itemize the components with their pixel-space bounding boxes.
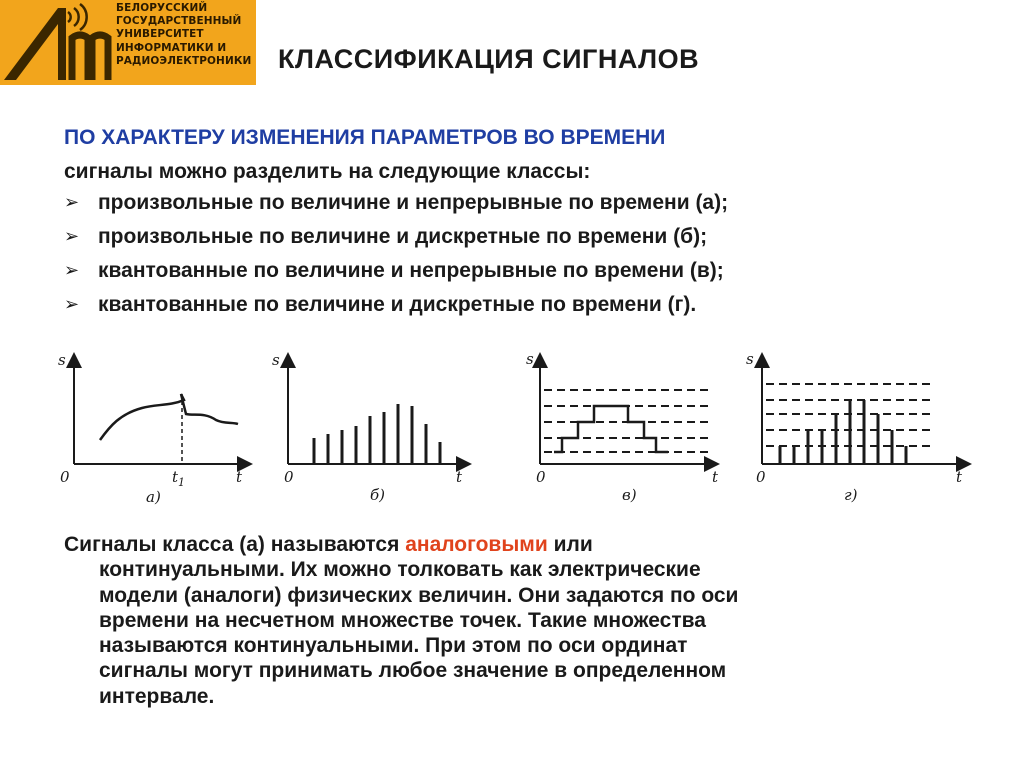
axis-x-label: t bbox=[456, 468, 463, 486]
paragraph-line: времени на несчетном множестве точек. Такие множества bbox=[99, 608, 706, 632]
figure-v bbox=[526, 350, 719, 504]
logo-line: ГОСУДАРСТВЕННЫЙ bbox=[116, 15, 242, 28]
intro-text: сигналы можно разделить на следующие классы: bbox=[64, 160, 591, 183]
axis-y-label: s bbox=[746, 350, 754, 368]
paragraph-line: континуальными. Их можно толковать как электрические bbox=[99, 558, 701, 582]
slide-title: КЛАССИФИКАЦИЯ СИГНАЛОВ bbox=[278, 44, 700, 74]
arrowhead-bullet-icon: ➢ bbox=[64, 260, 80, 280]
t1-label-sub: 1 bbox=[178, 476, 186, 489]
axis-y-label: s bbox=[58, 351, 66, 369]
arrowhead-bullet-icon: ➢ bbox=[64, 226, 80, 246]
axis-x-label: t bbox=[712, 468, 719, 486]
paragraph-line: интервале. bbox=[99, 684, 215, 708]
analog-term: аналоговыми bbox=[405, 533, 548, 556]
caption-a: а) bbox=[146, 488, 161, 506]
logo-line: БЕЛОРУССКИЙ bbox=[116, 2, 208, 14]
list-item bbox=[64, 225, 728, 259]
quantized-discrete-samples bbox=[780, 400, 906, 464]
list-item-text: квантованные по величине и дискретные по времени (г). bbox=[98, 293, 697, 316]
discrete-samples bbox=[314, 404, 440, 464]
axis-y-label: s bbox=[272, 351, 280, 369]
axis-y-label: s bbox=[526, 350, 534, 368]
logo-line: ИНФОРМАТИКИ И bbox=[116, 41, 227, 54]
signal-figures bbox=[44, 340, 984, 515]
paragraph-line: называются континуальными. При этом по оси ординат bbox=[99, 634, 688, 658]
logo-line: РАДИОЭЛЕКТРОНИКИ bbox=[116, 54, 252, 67]
origin-label: 0 bbox=[60, 468, 70, 486]
section-heading: ПО ХАРАКТЕРУ ИЗМЕНЕНИЯ ПАРАМЕТРОВ ВО ВРЕМЕНИ bbox=[64, 126, 666, 149]
t1-label-main: t bbox=[172, 468, 179, 486]
logo-line: УНИВЕРСИТЕТ bbox=[116, 28, 204, 41]
figure-g bbox=[746, 350, 968, 504]
analog-signal-curve bbox=[100, 394, 238, 440]
quantized-signal-steps bbox=[554, 406, 668, 452]
origin-label: 0 bbox=[536, 468, 546, 486]
paragraph-continuation bbox=[64, 557, 964, 709]
origin-label: 0 bbox=[756, 468, 766, 486]
figure-b bbox=[272, 351, 468, 504]
caption-b: б) bbox=[370, 486, 386, 504]
paragraph-line: модели (аналоги) физических величин. Они задаются по оси bbox=[99, 583, 739, 607]
figure-a bbox=[58, 351, 249, 506]
paragraph-first-line bbox=[64, 532, 964, 557]
axis-x-label: t bbox=[236, 468, 243, 486]
caption-v: в) bbox=[622, 486, 637, 504]
list-item bbox=[64, 259, 728, 293]
list-item-text: произвольные по величине и дискретные по времени (б); bbox=[98, 225, 708, 248]
list-item bbox=[64, 191, 728, 225]
paragraph-text: или bbox=[547, 533, 593, 556]
list-item-text: квантованные по величине и непрерывные по времени (в); bbox=[98, 259, 724, 282]
axis-x-label: t bbox=[956, 468, 963, 486]
origin-label: 0 bbox=[284, 468, 294, 486]
list-item-text: произвольные по величине и непрерывные по времени (а); bbox=[98, 191, 729, 214]
class-list bbox=[64, 191, 728, 327]
list-item bbox=[64, 293, 728, 327]
t1-label bbox=[172, 468, 185, 489]
arrowhead-bullet-icon: ➢ bbox=[64, 192, 80, 212]
quantization-levels bbox=[544, 390, 708, 452]
arrowhead-bullet-icon: ➢ bbox=[64, 294, 80, 314]
analog-signals-paragraph bbox=[64, 532, 964, 709]
caption-g: г) bbox=[844, 486, 858, 504]
paragraph-text: Сигналы класса (а) называются bbox=[64, 533, 406, 556]
paragraph-line: сигналы могут принимать любое значение в определенном bbox=[99, 659, 727, 683]
